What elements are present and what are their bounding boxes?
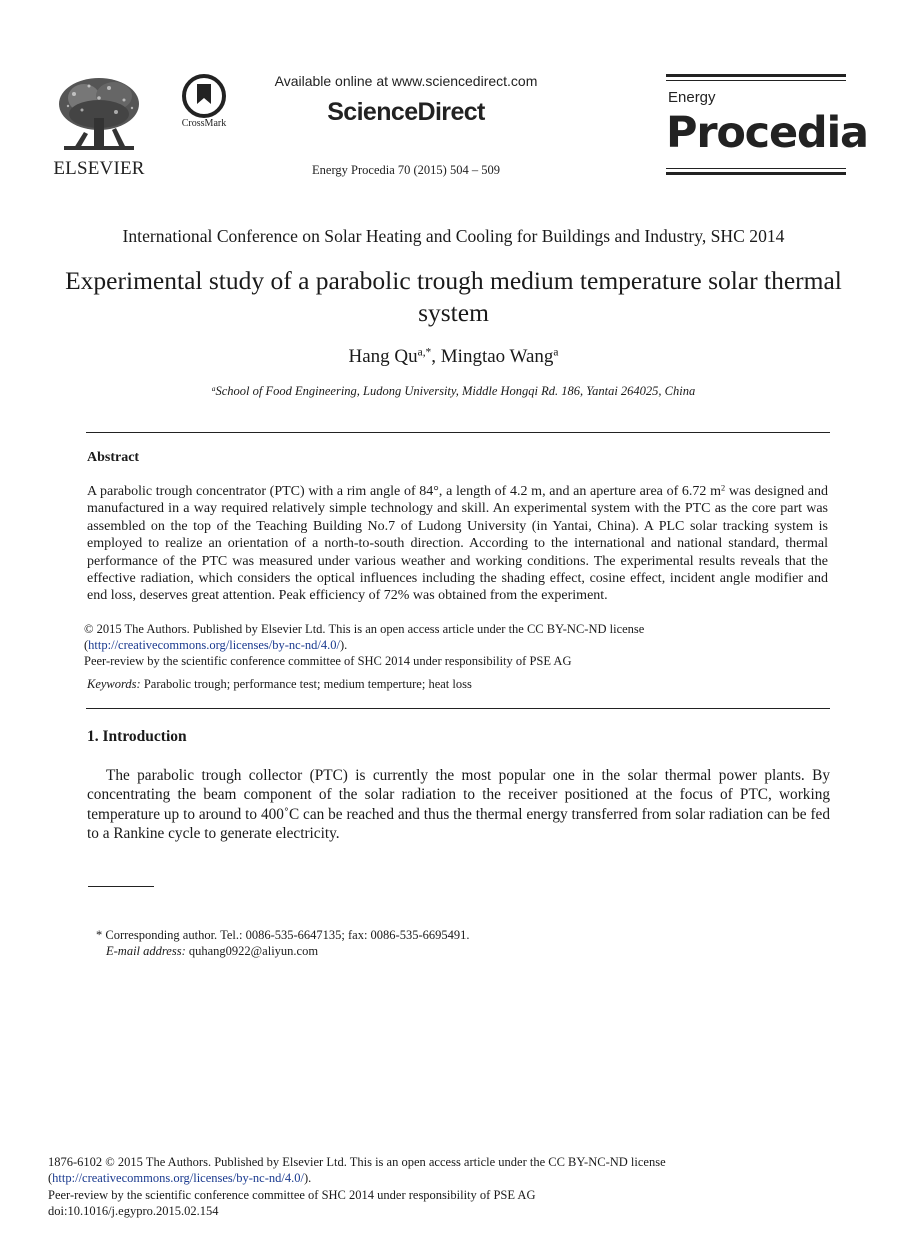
- abstract-text-part: A parabolic trough concentrator (PTC) with a rim angle of 84°, a length of 4.2 m, and an aperture area of 6.72 m: [87, 484, 721, 499]
- energy-procedia-logo: [666, 74, 868, 178]
- doi-line[interactable]: doi:10.1016/j.egypro.2015.02.154: [48, 1204, 219, 1219]
- crossmark-badge[interactable]: [176, 74, 232, 134]
- superscript: 2: [721, 483, 726, 493]
- conference-name: International Conference on Solar Heating and Cooling for Buildings and Industry, SHC 2014: [122, 226, 785, 246]
- footnote-rule: [88, 886, 154, 887]
- email-label: E-mail address:: [106, 944, 186, 958]
- paren: (: [48, 1171, 53, 1186]
- paren: ).: [339, 638, 348, 653]
- divider-top: [86, 432, 830, 433]
- email-address[interactable]: quhang0922@aliyun.com: [185, 944, 319, 958]
- elsevier-logo: [52, 74, 146, 178]
- elsevier-wordmark: ELSEVIER: [53, 158, 145, 179]
- sciencedirect-logo: ScienceDirect: [327, 98, 485, 126]
- logo-rule-top-thin: [666, 80, 846, 81]
- crossmark-label: CrossMark: [181, 118, 227, 129]
- license-line: © 2015 The Authors. Published by Elsevier Ltd. This is an open access article under the CC BY-NC-ND license: [84, 622, 645, 636]
- email-line: [96, 943, 836, 959]
- license-url-line: [48, 1170, 848, 1186]
- issn-copyright-line: 1876-6102 © 2015 The Authors. Published by Elsevier Ltd. This is an open access article under the CC BY-NC-ND license: [48, 1155, 666, 1169]
- author-affiliation-mark: a: [553, 346, 559, 359]
- abstract-text-part: was designed and manufactured in a way required relatively simple technology and skill. An experimental system with the PTC as the core part was assembled on the top of the Teaching Building No.7 of Ludong University (in Yantai, China). A PLC solar tracking system is employed to realize an orientation of a north-to-south direction. According to the international and national standard, thermal performance of the PTC was measured under various weather and working conditions. The experimental results reveals that the effective radiation, which considers the optical influences including the shading effect, cosine effect, incident angle modifier and end loss, deserves great attention. Peak efficiency of 72% was obtained from the experiment.: [87, 484, 828, 604]
- available-online-text: Available online at www.sciencedirect.com: [274, 73, 538, 89]
- footnote: [96, 927, 836, 959]
- crossmark-icon: [182, 74, 226, 118]
- introduction-text: The parabolic trough collector (PTC) is currently the most popular one in the solar thermal power plants. By concentrating the beam component of the solar radiation to the receiver positioned at the focus of PTC, working temperature up to around to 400˚C can be reached and thus the thermal energy transferred from solar radiation can be fed to a Rankine cycle to generate electricity.: [87, 767, 830, 843]
- license-link[interactable]: http://creativecommons.org/licenses/by-nc-nd/4.0/: [88, 638, 340, 653]
- divider-bottom: [86, 708, 830, 709]
- corresponding-author-text: Corresponding author. Tel.: 0086-535-6647135; fax: 0086-535-6695491.: [105, 928, 470, 942]
- affiliation-mark: a: [211, 383, 216, 393]
- keywords-label: Keywords:: [87, 677, 141, 691]
- author-list: [40, 346, 867, 368]
- author-name: Hang Qu: [348, 346, 418, 367]
- footnote-marker: *: [96, 928, 106, 942]
- bottom-copyright-block: [48, 1154, 848, 1220]
- abstract-heading: Abstract: [87, 450, 140, 465]
- section-heading: 1. Introduction: [87, 728, 187, 745]
- corresponding-author-line: [96, 927, 836, 943]
- logo-energy-word: Energy: [668, 89, 716, 106]
- affiliation-text: School of Food Engineering, Ludong University, Middle Hongqi Rd. 186, Yantai 264025, China: [215, 384, 696, 398]
- license-url-line: [84, 637, 828, 653]
- paper-title: Experimental study of a parabolic trough medium temperature solar thermal system: [65, 266, 842, 327]
- logo-rule-top: [666, 74, 846, 77]
- abstract-text: [87, 483, 828, 605]
- paren: ).: [303, 1171, 312, 1186]
- license-link[interactable]: http://creativecommons.org/licenses/by-nc-nd/4.0/: [52, 1171, 304, 1186]
- peer-review-line: Peer-review by the scientific conference committee of SHC 2014 under responsibility of PSE AG: [84, 654, 572, 669]
- license-block: [84, 621, 828, 670]
- author-separator: ,: [431, 346, 441, 367]
- journal-reference: Energy Procedia 70 (2015) 504 – 509: [312, 163, 500, 177]
- keywords: [87, 677, 828, 692]
- author-affiliation-mark: a,*: [417, 346, 432, 359]
- elsevier-tree-icon: [54, 74, 144, 156]
- peer-review-line: Peer-review by the scientific conference committee of SHC 2014 under responsibility of PSE AG: [48, 1187, 536, 1202]
- logo-rule-bottom: [666, 172, 846, 175]
- logo-rule-bottom-thin: [666, 168, 846, 169]
- paren: (: [84, 638, 89, 653]
- keywords-text: Parabolic trough; performance test; medium temperture; heat loss: [140, 677, 472, 691]
- logo-procedia-word: Procedia: [666, 108, 868, 158]
- affiliation: [40, 384, 867, 399]
- author-name: Mingtao Wang: [440, 346, 554, 367]
